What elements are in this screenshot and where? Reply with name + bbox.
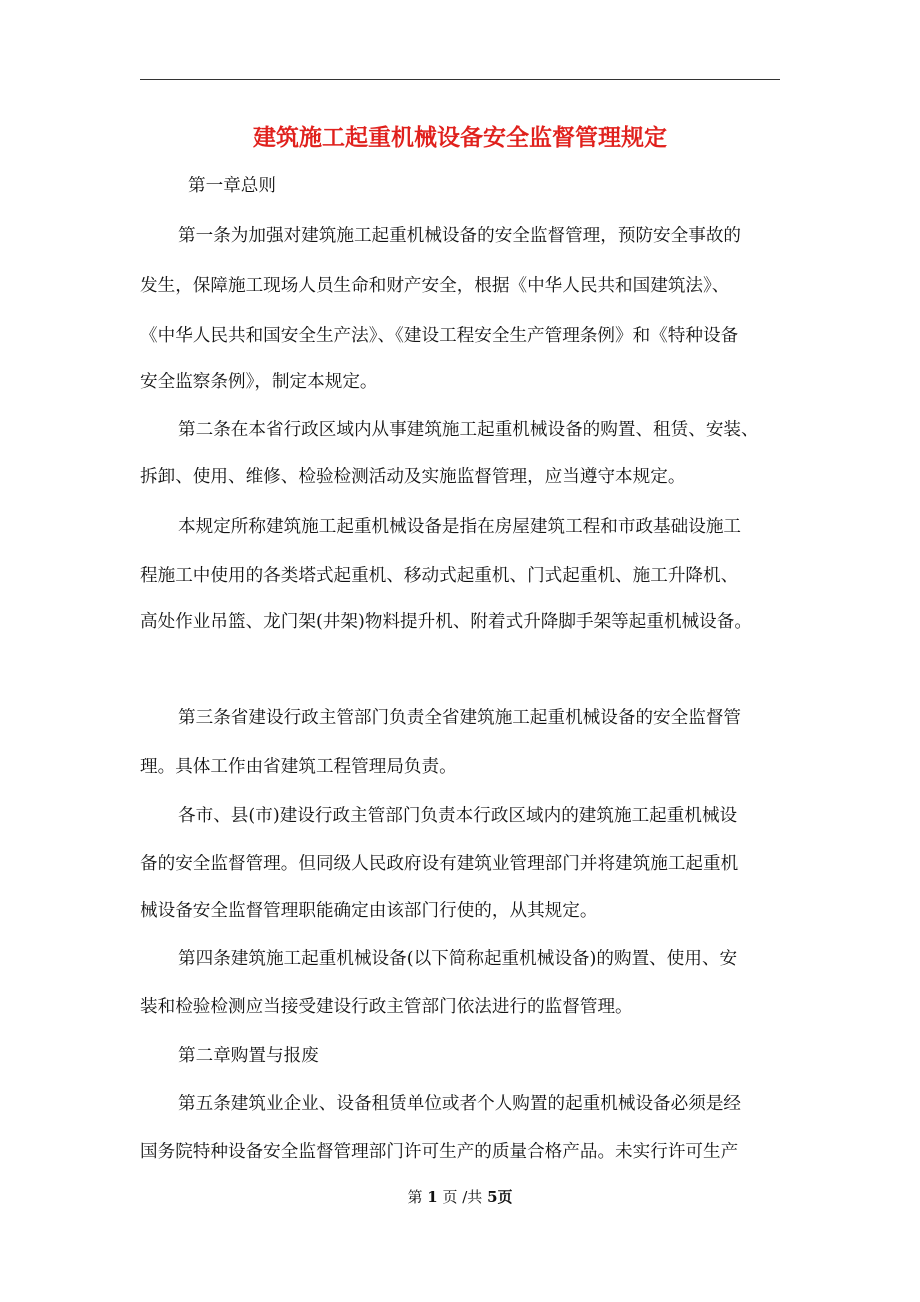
- paragraph-line: 第五条建筑业企业、设备租赁单位或者个人购置的起重机械设备必须是经: [178, 1094, 742, 1114]
- footer-suffix: 页: [497, 1188, 513, 1206]
- paragraph-line: 理。具体工作由省建筑工程管理局负责。: [140, 757, 457, 777]
- paragraph-line: 第一条为加强对建筑施工起重机械设备的安全监督管理，预防安全事故的: [178, 226, 742, 246]
- paragraph-line: 备的安全监督管理。但同级人民政府设有建筑业管理部门并将建筑施工起重机: [140, 854, 739, 874]
- footer-prefix: 第: [407, 1188, 423, 1206]
- paragraph-line: 本规定所称建筑施工起重机械设备是指在房屋建筑工程和市政基础设施工: [178, 517, 742, 537]
- page-footer: [140, 1186, 780, 1208]
- paragraph-line: 高处作业吊篮、龙门架(井架)物料提升机、附着式升降脚手架等起重机械设备。: [140, 612, 752, 632]
- paragraph-line: 国务院特种设备安全监督管理部门许可生产的质量合格产品。未实行许可生产: [140, 1142, 739, 1162]
- paragraph-line: 第四条建筑施工起重机械设备(以下简称起重机械设备)的购置、使用、安: [178, 949, 738, 969]
- document-title: 建筑施工起重机械设备安全监督管理规定: [253, 124, 667, 151]
- paragraph-line: 第二条在本省行政区域内从事建筑施工起重机械设备的购置、租赁、安装、: [178, 420, 759, 440]
- paragraph-line: 拆卸、使用、维修、检验检测活动及实施监督管理，应当遵守本规定。: [140, 467, 686, 487]
- paragraph-line: 各市、县(市)建设行政主管部门负责本行政区域内的建筑施工起重机械设: [178, 806, 738, 826]
- paragraph-line: 装和检验检测应当接受建设行政主管部门依法进行的监督管理。: [140, 997, 633, 1017]
- total-page-number: 5: [487, 1188, 498, 1206]
- footer-middle: 页 /共: [442, 1188, 483, 1206]
- paragraph-line: 安全监察条例》，制定本规定。: [140, 372, 378, 392]
- paragraph-line: 《中华人民共和国安全生产法》、《建设工程安全生产管理条例》和《特种设备: [140, 326, 739, 346]
- paragraph-line: 第三条省建设行政主管部门负责全省建筑施工起重机械设备的安全监督管: [178, 708, 742, 728]
- paragraph-line: 发生，保障施工现场人员生命和财产安全，根据《中华人民共和国建筑法》、: [140, 276, 730, 296]
- paragraph-line: 程施工中使用的各类塔式起重机、移动式起重机、门式起重机、施工升降机、: [140, 566, 739, 586]
- paragraph-line: 械设备安全监督管理职能确定由该部门行使的，从其规定。: [140, 901, 598, 921]
- chapter-heading: 第一章总则: [188, 176, 276, 196]
- current-page-number: 1: [427, 1188, 438, 1206]
- chapter-heading: 第二章购置与报废: [178, 1046, 319, 1066]
- header-rule: [140, 79, 780, 80]
